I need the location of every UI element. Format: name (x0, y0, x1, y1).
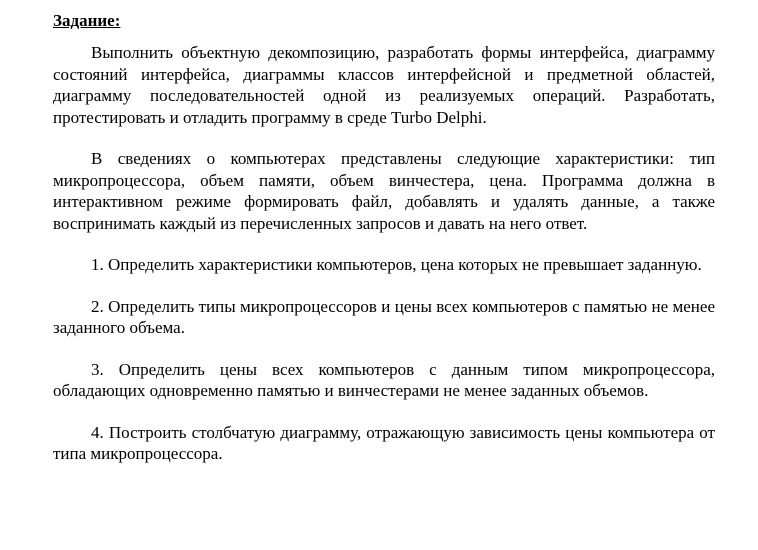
query-4-paragraph: 4. Построить столбчатую диаграмму, отражающую зависимость цены компьютера от типа микропроцессора. (53, 422, 715, 463)
task-description-paragraph: Выполнить объектную декомпозицию, разработать формы интерфейса, диаграмму состояний интерфейса, диаграммы классов интерфейсной и предметной областей, диаграмму последовательностей одной из реализуемых операций. Разработать, протестировать и отладить программу в среде Turbo Delphi. (53, 43, 715, 127)
task-heading: Задание: (53, 11, 121, 30)
query-2-paragraph: 2. Определить типы микропроцессоров и цены всех компьютеров с памятью не менее заданного объема. (53, 296, 715, 337)
computer-info-paragraph: В сведениях о компьютерах представлены следующие характеристики: тип микропроцессора, объем памяти, объем винчестера, цена. Программа должна в интерактивном режиме формировать файл, добавлять и удалять данные, а также воспринимать каждый из перечисленных запросов и давать на него ответ. (53, 149, 715, 233)
query-3-paragraph: 3. Определить цены всех компьютеров с данным типом микропроцессора, обладающих одновременно памятью и винчестерами не менее заданных объемов. (53, 359, 715, 400)
document-page (53, 10, 715, 485)
query-1-paragraph: 1. Определить характеристики компьютеров, цена которых не превышает заданную. (91, 255, 702, 274)
